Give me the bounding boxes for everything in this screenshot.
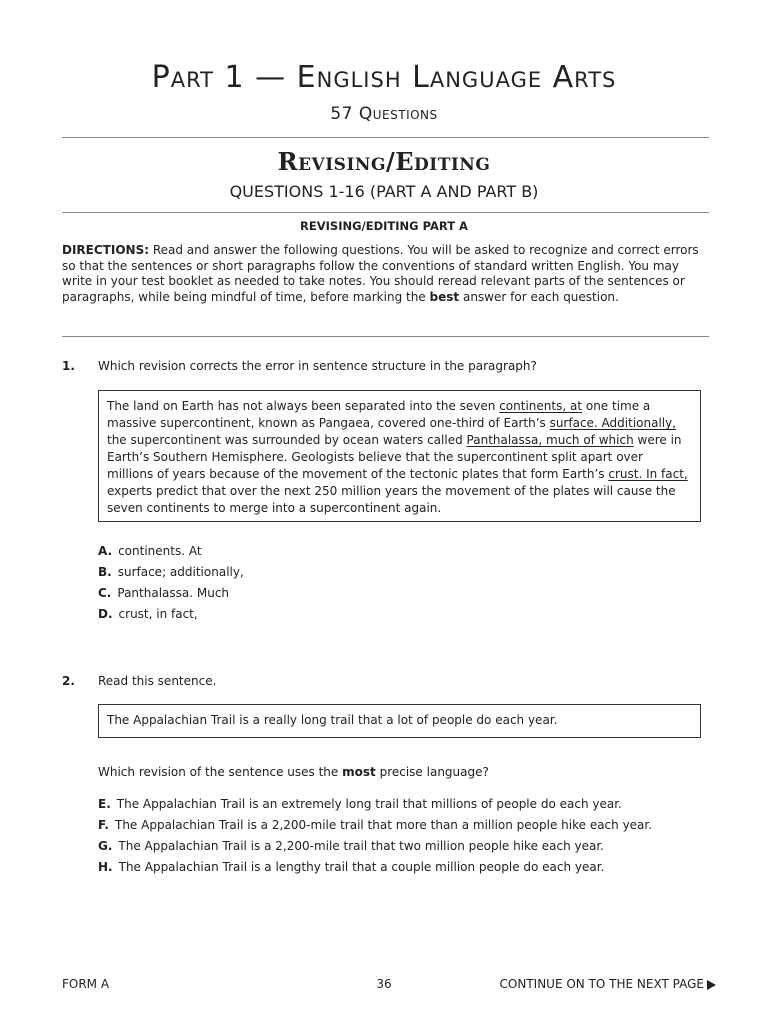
continue-indicator bbox=[500, 977, 716, 991]
continue-text: CONTINUE ON TO THE NEXT PAGE bbox=[499, 977, 704, 991]
form-label: FORM A bbox=[62, 977, 110, 991]
choice-text: The Appalachian Trail is an extremely long trail that millions of people do each year. bbox=[116, 797, 622, 811]
passage-segment: experts predict that over the next 250 million years the movement of the plates will cause the seven continents to merge into a supercontinent again. bbox=[107, 484, 676, 515]
answer-choice[interactable] bbox=[98, 604, 244, 625]
answer-choice[interactable] bbox=[98, 583, 244, 604]
passage-segment: the supercontinent was surrounded by ocean waters called bbox=[107, 433, 467, 447]
choice-letter: D. bbox=[98, 607, 113, 621]
answer-choice[interactable] bbox=[98, 541, 244, 562]
divider bbox=[62, 137, 709, 138]
question-text bbox=[98, 765, 489, 779]
passage-box bbox=[98, 390, 701, 522]
underlined-phrase: surface. Additionally, bbox=[549, 416, 677, 430]
answer-choice[interactable] bbox=[98, 562, 244, 583]
section-title: Revising/Editing bbox=[277, 147, 491, 176]
part-title: Part 1 — English Language Arts bbox=[151, 60, 617, 95]
choice-letter: B. bbox=[98, 565, 112, 579]
choice-letter: F. bbox=[98, 818, 109, 832]
question-emphasis: most bbox=[342, 765, 376, 779]
answer-choices bbox=[98, 541, 244, 625]
divider bbox=[62, 336, 709, 337]
choice-text: crust, in fact, bbox=[118, 607, 198, 621]
choice-text: The Appalachian Trail is a 2,200-mile trail that two million people hike each year. bbox=[118, 839, 604, 853]
choice-letter: C. bbox=[98, 586, 112, 600]
question-number: 2. bbox=[62, 674, 75, 688]
directions-emphasis: best bbox=[429, 289, 460, 304]
directions-text: Read and answer the following questions. You will be asked to recognize and correct errors so that the sentences or short paragraphs follow the conventions of standard written English. You may write in your test booklet as needed to take notes. You should reread relevant parts of the sentences or paragraphs, while being mindful of time, before marking the bbox=[62, 243, 699, 304]
choice-letter: A. bbox=[98, 544, 113, 558]
directions bbox=[62, 243, 712, 305]
choice-letter: E. bbox=[98, 797, 111, 811]
arrow-right-icon bbox=[707, 980, 716, 990]
question-count: 57 Questions bbox=[330, 104, 438, 124]
passage-segment: The land on Earth has not always been separated into the seven bbox=[107, 399, 500, 413]
divider bbox=[62, 212, 709, 213]
question-number: 1. bbox=[62, 359, 75, 373]
underlined-phrase: crust. In fact, bbox=[608, 467, 688, 481]
passage-segment: one time a massive supercontinent, known as Pangaea, covered one-third of Earth’s bbox=[107, 399, 651, 430]
underlined-phrase: Panthalassa, much of which bbox=[466, 433, 634, 447]
answer-choices bbox=[98, 794, 652, 878]
part-a-heading: REVISING/EDITING PART A bbox=[300, 219, 468, 233]
question-prompt: Which revision corrects the error in sentence structure in the paragraph? bbox=[98, 359, 537, 373]
choice-letter: H. bbox=[98, 860, 113, 874]
choice-text: surface; additionally, bbox=[117, 565, 244, 579]
directions-text-end: answer for each question. bbox=[462, 289, 619, 304]
question-text-end: precise language? bbox=[379, 765, 489, 779]
answer-choice[interactable] bbox=[98, 815, 652, 836]
choice-text: The Appalachian Trail is a 2,200-mile trail that more than a million people hike each year. bbox=[115, 818, 653, 832]
choice-text: The Appalachian Trail is a lengthy trail that a couple million people do each year. bbox=[118, 860, 605, 874]
answer-choice[interactable] bbox=[98, 794, 652, 815]
answer-choice[interactable] bbox=[98, 836, 652, 857]
sentence-text: The Appalachian Trail is a really long trail that a lot of people do each year. bbox=[107, 713, 558, 727]
passage-text bbox=[99, 391, 700, 524]
choice-letter: G. bbox=[98, 839, 113, 853]
choice-text: Panthalassa. Much bbox=[117, 586, 230, 600]
section-subtitle: QUESTIONS 1-16 (PART A AND PART B) bbox=[229, 182, 539, 201]
question-prompt: Read this sentence. bbox=[98, 674, 217, 688]
page-number: 36 bbox=[376, 977, 392, 991]
sentence-box bbox=[98, 704, 701, 738]
passage-segment: were in Earth’s Southern Hemisphere. Geologists believe that the supercontinent split apart over millions of years because of the movement of the tectonic plates that form Earth’s bbox=[107, 433, 682, 481]
choice-text: continents. At bbox=[118, 544, 202, 558]
underlined-phrase: continents, at bbox=[499, 399, 583, 413]
question-text-start: Which revision of the sentence uses the bbox=[98, 765, 339, 779]
directions-label: DIRECTIONS: bbox=[62, 243, 150, 257]
answer-choice[interactable] bbox=[98, 857, 652, 878]
